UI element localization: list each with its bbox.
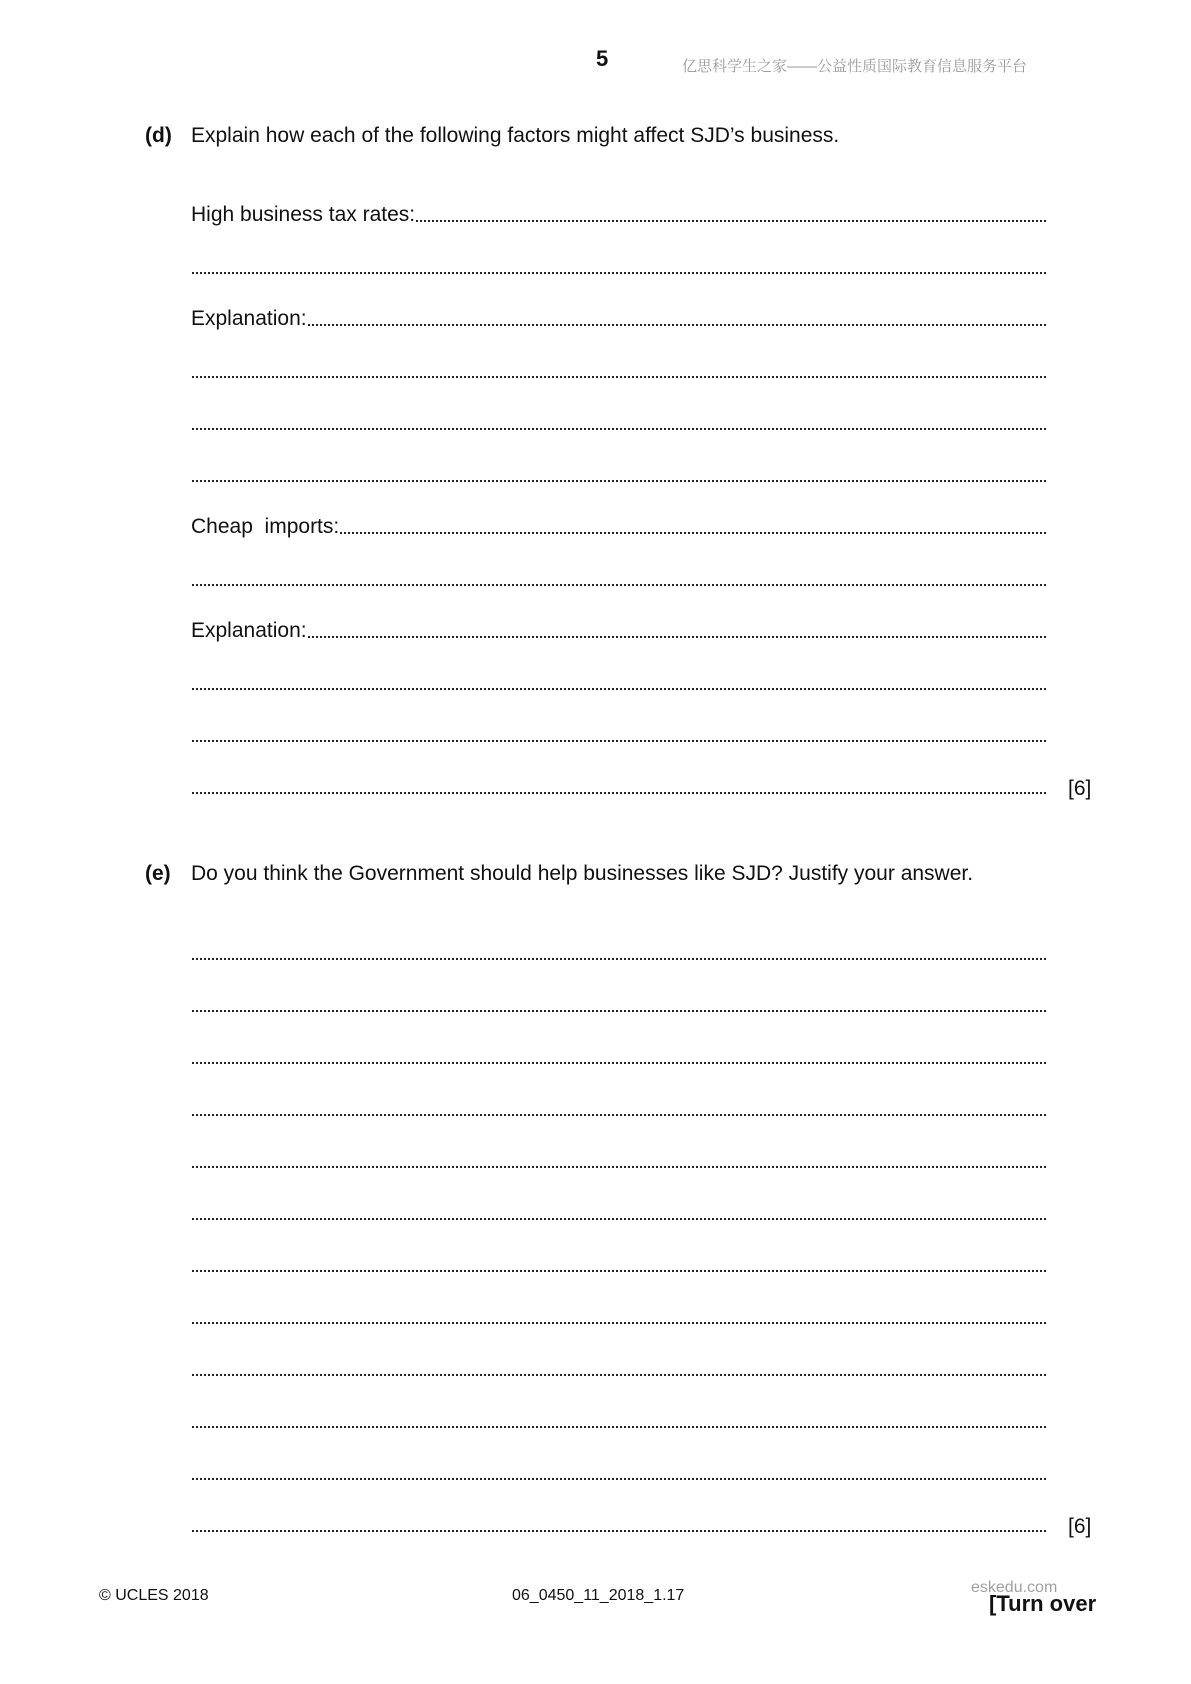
answer-line[interactable] xyxy=(191,775,1046,799)
answer-line[interactable] xyxy=(191,941,1046,965)
footer-watermark: eskedu.com xyxy=(971,1579,1058,1596)
dotted-line xyxy=(192,1270,1046,1272)
answer-line[interactable] xyxy=(191,567,1046,591)
answer-line[interactable] xyxy=(191,203,1046,227)
question-e-marks: [6] xyxy=(1068,1515,1092,1538)
answer-line[interactable] xyxy=(191,1305,1046,1329)
question-e-label: (e) xyxy=(145,862,171,885)
dotted-line xyxy=(192,1374,1046,1376)
factor-2-label: Cheap imports: xyxy=(191,515,340,538)
dotted-line xyxy=(192,1218,1046,1220)
answer-line[interactable] xyxy=(191,1201,1046,1225)
turn-over: [Turn over xyxy=(989,1591,1097,1616)
answer-line[interactable] xyxy=(191,411,1046,435)
dotted-line xyxy=(192,1322,1046,1324)
question-d-text: Explain how each of the following factors might affect SJD’s business. xyxy=(191,124,840,147)
header-watermark: 亿思科学生之家——公益性质国际教育信息服务平台 xyxy=(682,58,1028,75)
answer-line[interactable] xyxy=(191,255,1046,279)
dotted-line xyxy=(340,532,1046,534)
question-d-label: (d) xyxy=(145,124,172,147)
copyright: © UCLES 2018 xyxy=(99,1587,209,1604)
answer-line[interactable] xyxy=(191,993,1046,1017)
dotted-line xyxy=(192,1062,1046,1064)
explanation-1-label: Explanation: xyxy=(191,307,307,330)
answer-line[interactable] xyxy=(191,463,1046,487)
dotted-line xyxy=(192,1010,1046,1012)
answer-line[interactable] xyxy=(191,1357,1046,1381)
page-number: 5 xyxy=(596,46,609,71)
explanation-2-label: Explanation: xyxy=(191,619,307,642)
dotted-line xyxy=(192,272,1046,274)
answer-line[interactable] xyxy=(191,515,1046,539)
answer-line[interactable] xyxy=(191,1149,1046,1173)
answer-line[interactable] xyxy=(191,1409,1046,1433)
dotted-line xyxy=(192,792,1046,794)
answer-line[interactable] xyxy=(191,1097,1046,1121)
dotted-line xyxy=(192,1426,1046,1428)
answer-line[interactable] xyxy=(191,1253,1046,1277)
answer-line[interactable] xyxy=(191,307,1046,331)
answer-line[interactable] xyxy=(191,671,1046,695)
paper-code: 06_0450_11_2018_1.17 xyxy=(512,1587,685,1604)
dotted-line xyxy=(192,1166,1046,1168)
dotted-line xyxy=(192,688,1046,690)
answer-line[interactable] xyxy=(191,1461,1046,1485)
dotted-line xyxy=(192,740,1046,742)
question-e-text: Do you think the Government should help businesses like SJD? Justify your answer. xyxy=(191,862,974,885)
dotted-line xyxy=(192,958,1046,960)
answer-line[interactable] xyxy=(191,1045,1046,1069)
dotted-line xyxy=(416,220,1046,222)
factor-1-label: High business tax rates: xyxy=(191,203,416,226)
dotted-line xyxy=(308,324,1046,326)
dotted-line xyxy=(192,584,1046,586)
answer-line[interactable] xyxy=(191,619,1046,643)
dotted-line xyxy=(192,376,1046,378)
dotted-line xyxy=(192,1530,1046,1532)
dotted-line xyxy=(192,1478,1046,1480)
answer-line[interactable] xyxy=(191,1513,1046,1537)
answer-line[interactable] xyxy=(191,359,1046,383)
question-d-marks: [6] xyxy=(1068,777,1092,800)
dotted-line xyxy=(192,428,1046,430)
dotted-line xyxy=(308,636,1046,638)
answer-line[interactable] xyxy=(191,723,1046,747)
dotted-line xyxy=(192,480,1046,482)
dotted-line xyxy=(192,1114,1046,1116)
